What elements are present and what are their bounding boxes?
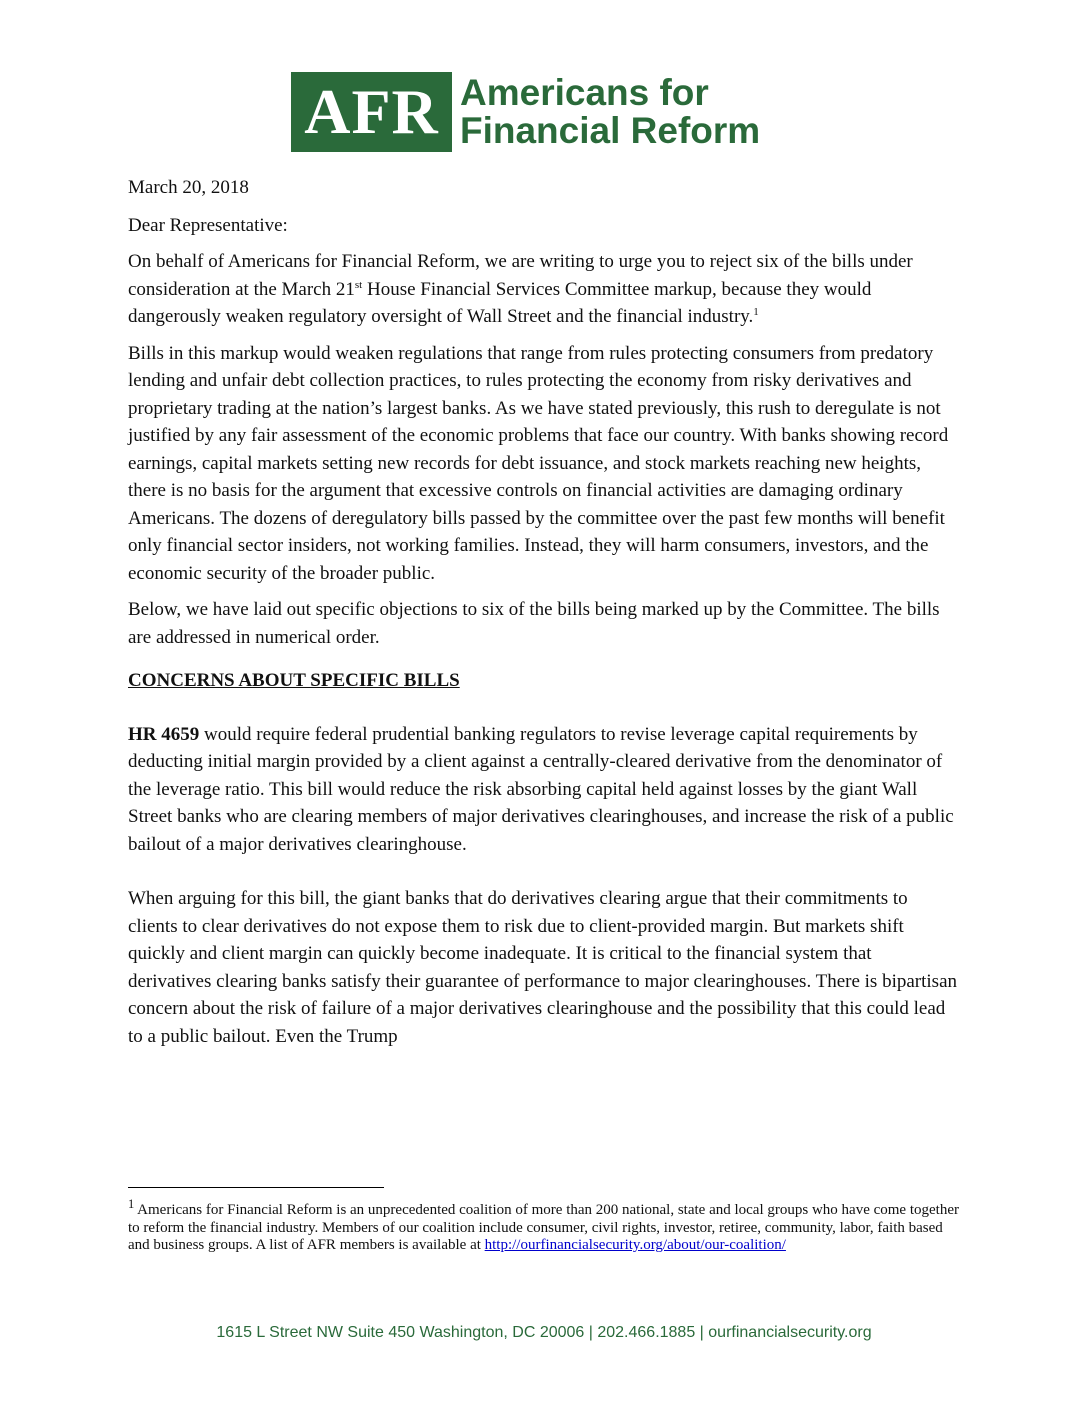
section-heading: CONCERNS ABOUT SPECIFIC BILLS — [128, 670, 460, 691]
letter-body — [128, 174, 958, 1059]
footnote — [128, 1196, 968, 1255]
bill-paragraph — [128, 721, 958, 859]
intro-paragraph — [128, 248, 958, 331]
footnote-divider — [128, 1187, 384, 1188]
logo-abbr: AFR — [291, 72, 452, 152]
footnote-reference[interactable]: 1 — [753, 306, 759, 318]
context-paragraph: Bills in this markup would weaken regulations that range from rules protecting consumers from predatory lending and unfair debt collection practices, to rules protecting the economy from risky derivatives and proprietary trading at the nation’s largest banks. As we have stated previously, this rush to deregulate is not justified by any fair assessment of the economic problems that face our country. With banks showing record earnings, capital markets setting new records for debt issuance, and stock markets reaching new heights, there is no basis for the argument that excessive controls on financial activities are damaging ordinary Americans. The dozens of deregulatory bills passed by the committee over the past few months will benefit only financial sector insiders, not working families. Instead, they will harm consumers, investors, and the economic security of the broader public. — [128, 342, 949, 584]
bill-id: HR 4659 — [128, 723, 200, 745]
salutation: Dear Representative: — [128, 214, 288, 236]
intro-text-a: On behalf of Americans for Financial Reform, we are writing to urge you to reject six of the bills under consideration at the March 21 — [128, 251, 913, 300]
ordinal-suffix: st — [354, 278, 363, 291]
intro-text-b: House Financial Services Committee markup, because they would dangerously weaken regulatory oversight of Wall Street and the financial industry. — [128, 278, 872, 327]
coalition-link[interactable]: http://ourfinancialsecurity.org/about/our-coalition/ — [484, 1237, 786, 1253]
bill-description: would require federal prudential banking regulators to revise leverage capital requirements by deducting initial margin provided by a client against a centrally-cleared derivative from the denominator of the leverage ratio. This bill would reduce the risk absorbing capital held against losses by the giant Wall Street banks who are clearing members of major derivatives clearinghouses, and increase the risk of a public bailout of a major derivatives clearinghouse. — [128, 723, 954, 855]
afr-logo — [291, 72, 760, 152]
argument-paragraph: When arguing for this bill, the giant banks that do derivatives clearing argue that their commitments to clients to clear derivatives do not expose them to risk due to client-provided margin. But markets shift quickly and client margin can quickly become inadequate. It is critical to the financial system that derivatives clearing banks satisfy their guarantee of performance to major clearinghouses. There is bipartisan concern about the risk of failure of a major derivatives clearinghouse and the possibility that this could lead to a public bailout. Even the Trump — [128, 888, 958, 1047]
footnote-marker: 1 — [128, 1197, 135, 1211]
logo-line-1: Americans for — [460, 72, 709, 113]
footnote-text: Americans for Financial Reform is an unprecedented coalition of more than 200 national, state and local groups who have come together to reform the financial industry. Members of our coalition include consumer, civil rights, investor, retiree, community, labor, faith based and business groups. A list of AFR members is available at — [128, 1202, 959, 1253]
page-footer: 1615 L Street NW Suite 450 Washington, DC 20006 | 202.466.1885 | ourfinancialsecurity.org — [216, 1324, 872, 1341]
logo-wordmark — [460, 74, 760, 150]
overview-paragraph: Below, we have laid out specific objections to six of the bills being marked up by the Committee. The bills are addressed in numerical order. — [128, 599, 940, 648]
logo-line-2: Financial Reform — [460, 110, 761, 151]
letter-date: March 20, 2018 — [128, 177, 249, 198]
